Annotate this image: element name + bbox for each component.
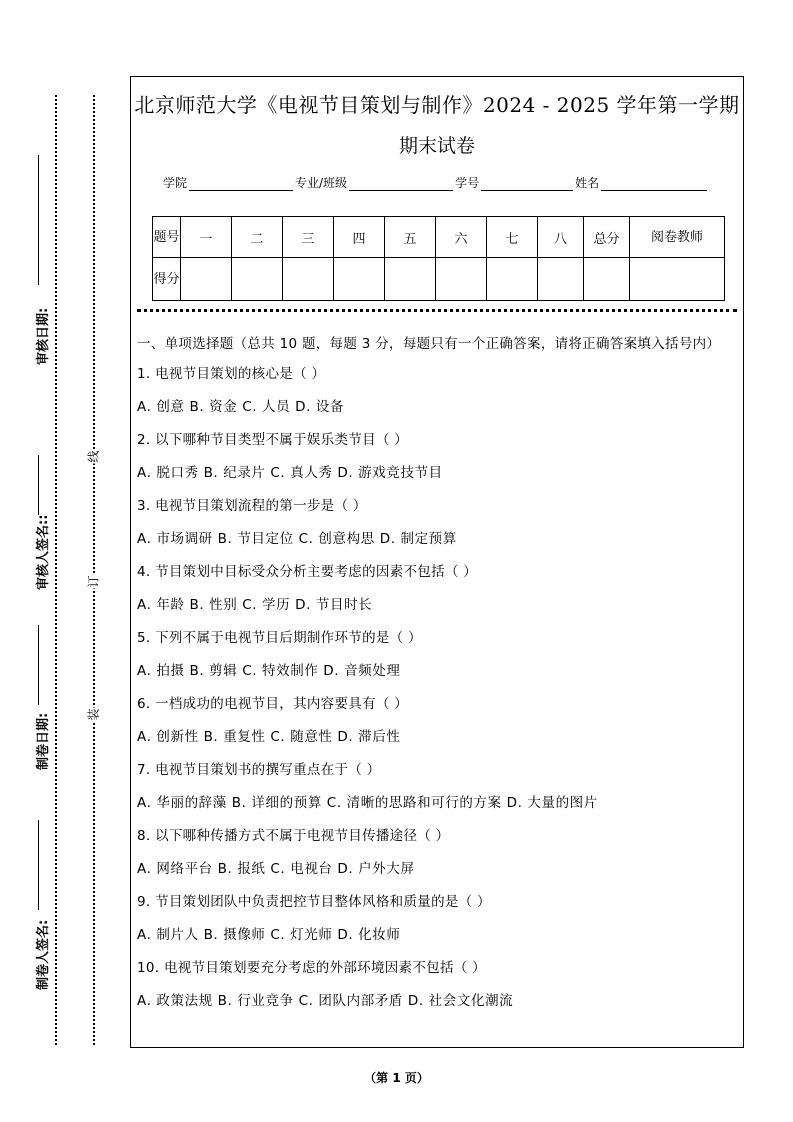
question-9: 9. 节目策划团队中负责把控节目整体风格和质量的是（ ） [137,894,491,910]
exam-title: 北京师范大学《电视节目策划与制作》2024 - 2025 学年第一学期 [134,93,740,117]
dotted-separator [137,309,737,312]
college-label: 学院 [163,176,188,190]
seal-line-outer [55,95,57,1045]
score-cell[interactable] [283,258,334,301]
exam-subtitle: 期末试卷 [398,135,475,157]
col-2: 二 [232,217,283,258]
question-3: 3. 电视节目策划流程的第一步是（ ） [137,498,367,514]
options-4: A. 年龄 B. 性别 C. 学历 D. 节目时长 [137,597,373,613]
checker-date-label: 审核日期: [36,307,51,365]
options-2: A. 脱口秀 B. 纪录片 C. 真人秀 D. 游戏竞技节目 [137,465,443,481]
question-number-header: 题号 [153,217,181,258]
options-9: A. 制片人 B. 摄像师 C. 灯光师 D. 化妆师 [137,927,401,943]
cut-mark-line: 线 [86,450,101,463]
options-5: A. 拍摄 B. 剪辑 C. 特效制作 D. 音频处理 [137,663,401,679]
options-6: A. 创新性 B. 重复性 C. 随意性 D. 滞后性 [137,729,401,745]
maker-sign-label: 制卷人签名: [36,919,51,990]
signature-rule [38,455,39,515]
col-5: 五 [385,217,436,258]
question-7: 7. 电视节目策划书的撰写重点在于（ ） [137,762,381,778]
score-cell[interactable] [385,258,436,301]
col-8: 八 [538,217,584,258]
question-10: 10. 电视节目策划要充分考虑的外部环境因素不包括（ ） [137,960,486,976]
student-info-row [163,174,709,191]
options-7: A. 华丽的辞藻 B. 详细的预算 C. 清晰的思路和可行的方案 D. 大量的图片 [137,795,598,811]
question-1: 1. 电视节目策划的核心是（ ） [137,366,326,382]
reviewer-header: 阅卷教师 [630,217,725,258]
options-1: A. 创意 B. 资金 C. 人员 D. 设备 [137,399,345,415]
page-number: （第 1 页） [364,1071,429,1085]
signature-rule [38,625,39,705]
checker-sign-label: 审核人签名:: [36,514,51,590]
name-label: 姓名 [575,176,600,190]
student-id-label: 学号 [455,176,480,190]
signature-rule [38,155,39,285]
signature-rule [38,820,39,910]
col-7: 七 [487,217,538,258]
col-3: 三 [283,217,334,258]
score-cell[interactable] [487,258,538,301]
question-4: 4. 节目策划中目标受众分析主要考虑的因素不包括（ ） [137,564,478,580]
cut-mark-zhuang: 装 [86,708,101,721]
score-cell[interactable] [232,258,283,301]
question-6: 6. 一档成功的电视节目，其内容要具有（ ） [137,696,409,712]
name-field[interactable] [601,178,707,191]
question-2: 2. 以下哪种节目类型不属于娱乐类节目（ ） [137,432,409,448]
major-class-label: 专业/班级 [295,176,348,190]
student-id-field[interactable] [481,178,573,191]
section-heading: 一、单项选择题（总共 10 题，每题 3 分，每题只有一个正确答案，请将正确答案填入括号内） [137,336,721,352]
score-header: 得分 [153,258,181,301]
options-8: A. 网络平台 B. 报纸 C. 电视台 D. 户外大屏 [137,861,415,877]
section-1 [137,333,737,1024]
col-6: 六 [436,217,487,258]
score-cell[interactable] [181,258,232,301]
maker-date-label: 制卷日期: [36,712,51,770]
score-cell-total[interactable] [584,258,630,301]
score-cell[interactable] [538,258,584,301]
score-table-header-row [153,217,725,258]
score-table [152,216,725,301]
options-10: A. 政策法规 B. 行业竞争 C. 团队内部矛盾 D. 社会文化潮流 [137,993,514,1009]
score-table-score-row [153,258,725,301]
col-1: 一 [181,217,232,258]
options-3: A. 市场调研 B. 节目定位 C. 创意构思 D. 制定预算 [137,531,457,547]
score-cell[interactable] [334,258,385,301]
col-4: 四 [334,217,385,258]
question-8: 8. 以下哪种传播方式不属于电视节目传播途径（ ） [137,828,450,844]
exam-frame [130,76,744,1048]
question-5: 5. 下列不属于电视节目后期制作环节的是（ ） [137,630,422,646]
seal-line-inner [93,95,95,1045]
cut-mark-ding: 订 [86,575,101,588]
major-class-field[interactable] [349,178,453,191]
col-total: 总分 [584,217,630,258]
college-field[interactable] [189,178,293,191]
reviewer-cell[interactable] [630,258,725,301]
score-cell[interactable] [436,258,487,301]
